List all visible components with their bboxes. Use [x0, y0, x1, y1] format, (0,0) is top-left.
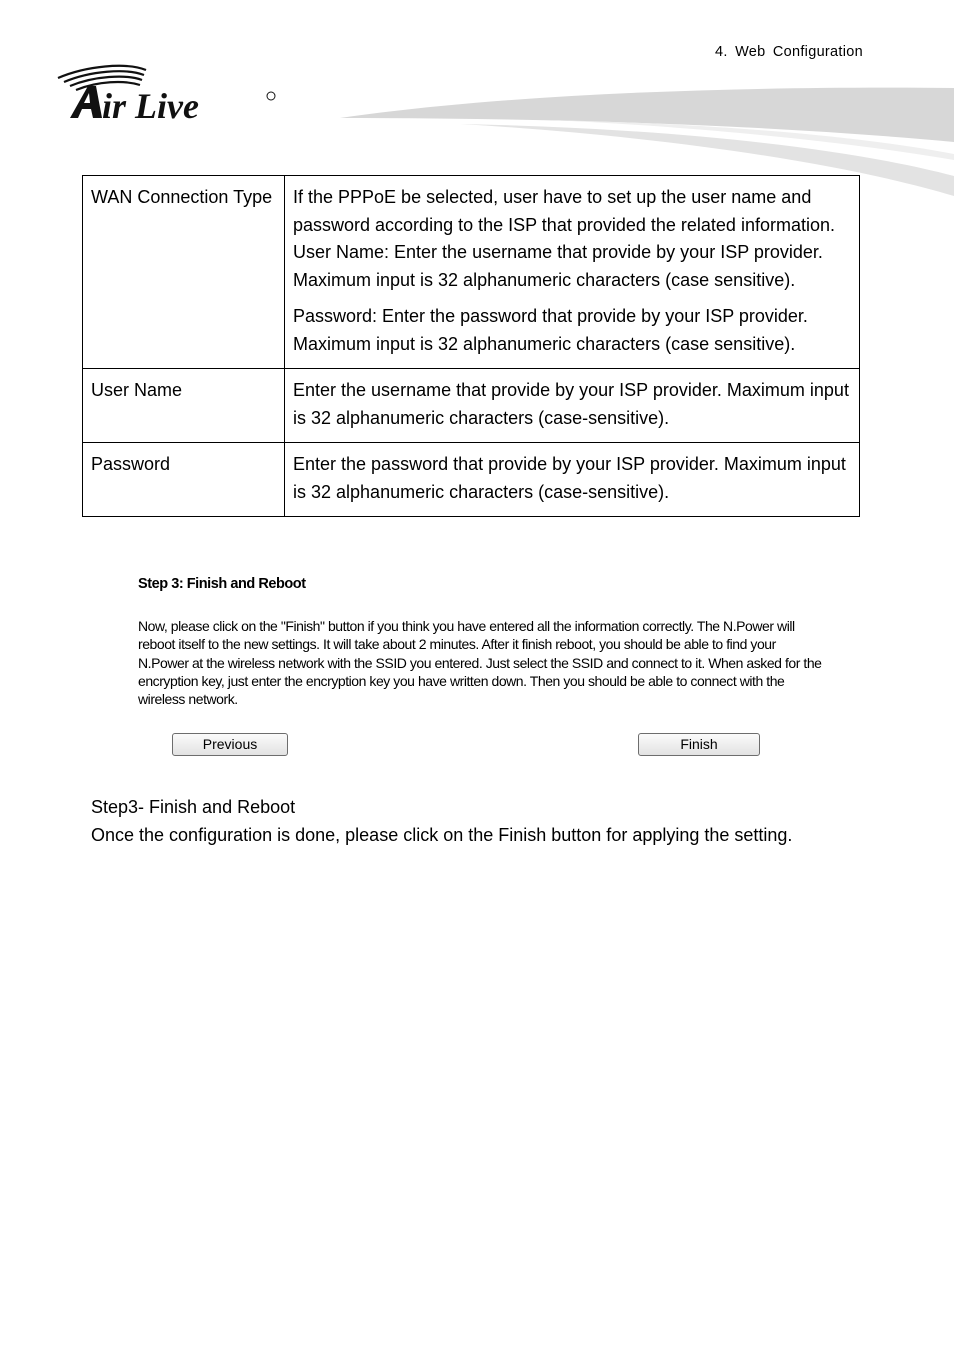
param-description: [285, 369, 860, 443]
caption-text: Once the configuration is done, please click on the Finish button for applying the setting.: [91, 825, 793, 845]
description-paragraph: If the PPPoE be selected, user have to set up the user name and password according to the ISP that provided the related information. User Name: Enter the username that provide by your ISP provider. Maximum input is 32 alphanumeric characters (case sensitive).: [293, 187, 835, 290]
description-paragraph: Enter the username that provide by your ISP provider. Maximum input is 32 alphanumeric characters (case-sensitive).: [293, 380, 849, 428]
param-name: User Name: [83, 369, 285, 443]
airlive-logo: [56, 60, 280, 124]
param-name: Password: [83, 443, 285, 517]
parameter-table: [82, 175, 860, 517]
step-message: Now, please click on the "Finish" button if you think you have entered all the information correctly. The N.Power will reboot itself to the new settings. It will take about 2 minutes. After it finish reboot, you should be able to find your N.Power at the wireless network with the SSID you entered. Just select the SSID and connect to it. When asked for the encryption key, just enter the encryption key you have written down. Then you should be able to connect with the wireless network.: [138, 618, 822, 708]
step-title: Step 3: Finish and Reboot: [138, 576, 306, 592]
description-paragraph: Enter the password that provide by your ISP provider. Maximum input is 32 alphanumeric characters (case-sensitive).: [293, 454, 846, 502]
param-description: [285, 176, 860, 369]
section-header: 4. Web Configuration: [715, 44, 863, 60]
table-row: [83, 369, 860, 443]
table-row: [83, 176, 860, 369]
finish-button[interactable]: Finish: [638, 733, 760, 756]
description-paragraph: Password: Enter the password that provide by your ISP provider. Maximum input is 32 alphanumeric characters (case sensitive).: [293, 306, 808, 354]
table-row: [83, 443, 860, 517]
param-description: [285, 443, 860, 517]
caption-title: Step3- Finish and Reboot: [91, 797, 296, 817]
param-name: WAN Connection Type: [83, 176, 285, 369]
svg-text:ir Live: ir Live: [102, 86, 199, 124]
caption: [91, 793, 792, 849]
previous-button[interactable]: Previous: [172, 733, 288, 756]
wizard-step-panel: [138, 576, 838, 708]
